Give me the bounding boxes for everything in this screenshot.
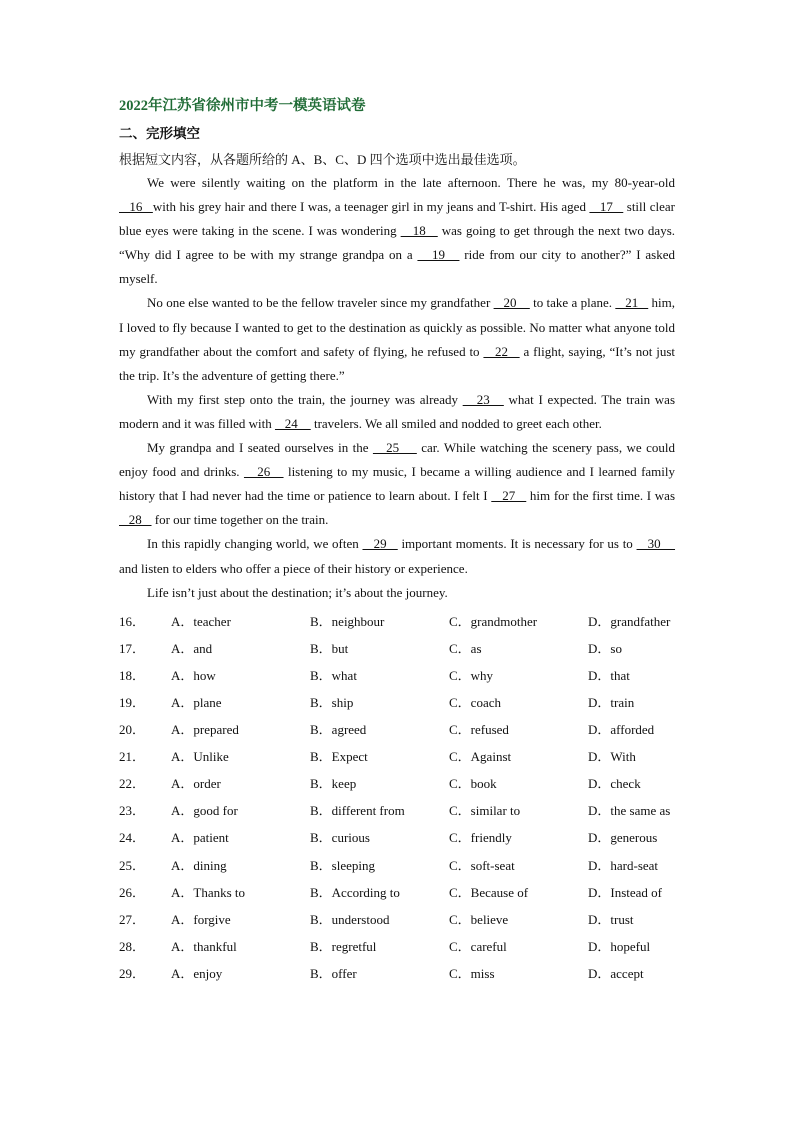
question-number: 22． xyxy=(119,776,146,792)
question-number: 16． xyxy=(119,613,146,629)
passage-text: a flight, saying, “It’s not just the trip. It’s the adventure of getting there.” xyxy=(119,343,675,383)
option-b: B．what xyxy=(310,667,357,683)
answer-blank: 20 xyxy=(493,295,530,311)
passage-text: was going to get through the next two days. “Why did I agree to be with my strange grandpa on a xyxy=(119,223,675,263)
option-c: C．refused xyxy=(449,722,509,738)
passage-text: him, I loved to fly because I wanted to get to the destination as quickly as possible. No matter what anyone told my grandfather about the comfort and safety of flying, he refused to xyxy=(119,295,676,359)
option-a: A．Thanks to xyxy=(171,884,246,900)
passage-text: important moments. It is necessary for us to xyxy=(397,536,637,552)
answer-blank: 27 xyxy=(491,488,527,504)
question-row xyxy=(119,634,675,661)
passage xyxy=(119,171,675,605)
answer-blank: 23 xyxy=(462,391,504,407)
option-b: B．agreed xyxy=(310,722,367,738)
option-d: D．hopeful xyxy=(588,938,651,954)
option-c: C．careful xyxy=(449,938,507,954)
question-number: 25． xyxy=(119,857,146,873)
option-a: A．good for xyxy=(171,803,238,819)
option-c: C．similar to xyxy=(449,803,521,819)
option-a: A．forgive xyxy=(171,911,231,927)
option-b: B．curious xyxy=(310,830,370,846)
answer-blank: 17 xyxy=(589,199,624,215)
option-d: D．generous xyxy=(588,830,658,846)
passage-text: No one else wanted to be the fellow traveler since my grandfather xyxy=(147,295,494,311)
question-number: 19． xyxy=(119,695,146,711)
exam-page xyxy=(119,96,675,986)
passage-text: him for the first time. I was xyxy=(526,488,676,504)
section-heading: 二、完形填空 xyxy=(119,126,200,141)
passage-text: to take a plane. xyxy=(529,295,616,311)
question-number: 18． xyxy=(119,667,146,683)
option-c: C．believe xyxy=(449,911,509,927)
passage-text: In this rapidly changing world, we often xyxy=(147,536,363,552)
option-b: B．ship xyxy=(310,695,354,711)
answer-blank: 29 xyxy=(362,536,398,552)
question-number: 29． xyxy=(119,965,146,981)
passage-text: ride from our city to another?” I asked myself. xyxy=(119,247,676,287)
option-a: A．how xyxy=(171,667,216,683)
option-a: A．prepared xyxy=(171,722,239,738)
option-c: C．friendly xyxy=(449,830,512,846)
question-number: 27． xyxy=(119,911,146,927)
answer-blank: 28 xyxy=(119,512,152,528)
question-number: 21． xyxy=(119,749,146,765)
question-row xyxy=(119,905,675,932)
option-a: A．Unlike xyxy=(171,749,229,765)
option-b: B．keep xyxy=(310,776,357,792)
question-row xyxy=(119,661,675,688)
option-a: A．thankful xyxy=(171,938,237,954)
option-a: A．order xyxy=(171,776,221,792)
option-d: D．trust xyxy=(588,911,634,927)
answer-blank: 21 xyxy=(615,295,649,311)
option-b: B．sleeping xyxy=(310,857,375,873)
option-b: B．regretful xyxy=(310,938,377,954)
passage-text: car. While watching the scenery pass, we could enjoy food and drinks. xyxy=(119,440,675,480)
passage-text: for our time together on the train. xyxy=(151,512,329,528)
option-c: C．as xyxy=(449,640,482,656)
question-row xyxy=(119,796,675,823)
passage-paragraph xyxy=(119,436,675,532)
option-d: D．With xyxy=(588,749,636,765)
option-d: D．the same as xyxy=(588,803,671,819)
option-b: B．According to xyxy=(310,884,400,900)
question-row xyxy=(119,932,675,959)
answer-blank: 30 xyxy=(636,536,676,552)
option-a: A．enjoy xyxy=(171,965,223,981)
answer-blank: 18 xyxy=(400,223,438,239)
question-row xyxy=(119,715,675,742)
answer-blank: 26 xyxy=(243,464,284,480)
question-row xyxy=(119,769,675,796)
passage-text: listening to my music, I became a willing audience and I learned family history that I had never had the time or patience to learn about. I felt I xyxy=(119,464,676,504)
question-number: 26． xyxy=(119,884,146,900)
passage-paragraph xyxy=(119,291,675,387)
option-d: D．grandfather xyxy=(588,613,671,629)
question-row xyxy=(119,823,675,850)
option-d: D．train xyxy=(588,695,635,711)
question-number: 24． xyxy=(119,830,146,846)
option-d: D．that xyxy=(588,667,630,683)
passage-text: with his grey hair and there I was, a teenager girl in my jeans and T-shirt. His aged xyxy=(152,199,590,215)
question-row xyxy=(119,851,675,878)
question-number: 28． xyxy=(119,938,146,954)
option-c: C．miss xyxy=(449,965,495,981)
passage-paragraph xyxy=(119,388,675,436)
passage-paragraph xyxy=(119,171,675,291)
passage-text: My grandpa and I seated ourselves in the xyxy=(147,440,373,456)
option-d: D．accept xyxy=(588,965,644,981)
option-d: D．so xyxy=(588,640,622,656)
passage-paragraph xyxy=(119,581,675,605)
passage-paragraph xyxy=(119,532,675,580)
question-row xyxy=(119,959,675,986)
option-c: C．grandmother xyxy=(449,613,538,629)
option-b: B．different from xyxy=(310,803,405,819)
options-list xyxy=(119,607,675,986)
option-b: B．offer xyxy=(310,965,357,981)
passage-text: With my first step onto the train, the journey was already xyxy=(147,391,463,407)
option-c: C．why xyxy=(449,667,494,683)
passage-text: Life isn’t just about the destination; it’s about the journey. xyxy=(147,584,448,600)
question-number: 17． xyxy=(119,640,146,656)
question-row xyxy=(119,742,675,769)
option-d: D．hard-seat xyxy=(588,857,659,873)
option-c: C．coach xyxy=(449,695,501,711)
instructions: 根据短文内容，从各题所给的 A、B、C、D 四个选项中选出最佳选项。 xyxy=(119,152,526,167)
option-a: A．teacher xyxy=(171,613,231,629)
answer-blank: 22 xyxy=(483,343,520,359)
answer-blank: 16 xyxy=(119,199,153,215)
passage-text: We were silently waiting on the platform in the late afternoon. There he was, my 80-year-old xyxy=(147,175,675,190)
option-a: A．and xyxy=(171,640,213,656)
question-row xyxy=(119,688,675,715)
option-a: A．patient xyxy=(171,830,229,846)
question-row xyxy=(119,607,675,634)
option-a: A．plane xyxy=(171,695,222,711)
exam-title: 2022年江苏省徐州市中考一模英语试卷 xyxy=(119,98,366,114)
answer-blank: 25 xyxy=(372,440,417,456)
answer-blank: 19 xyxy=(417,247,460,263)
option-c: C．soft-seat xyxy=(449,857,515,873)
passage-text: and listen to elders who offer a piece of their history or experience. xyxy=(119,560,468,576)
option-c: C．Against xyxy=(449,749,512,765)
answer-blank: 24 xyxy=(274,415,311,431)
question-row xyxy=(119,878,675,905)
option-b: B．but xyxy=(310,640,349,656)
passage-text: travelers. We all smiled and nodded to greet each other. xyxy=(310,415,602,431)
passage-text: what I expected. The train was modern and it was filled with xyxy=(119,391,675,431)
option-c: C．book xyxy=(449,776,497,792)
option-b: B．Expect xyxy=(310,749,368,765)
question-number: 20． xyxy=(119,722,146,738)
option-d: D．afforded xyxy=(588,722,655,738)
option-c: C．Because of xyxy=(449,884,529,900)
option-a: A．dining xyxy=(171,857,227,873)
option-b: B．neighbour xyxy=(310,613,385,629)
passage-text: still clear blue eyes were taking in the scene. I was wondering xyxy=(119,199,675,239)
option-d: D．check xyxy=(588,776,641,792)
option-d: D．Instead of xyxy=(588,884,663,900)
question-number: 23． xyxy=(119,803,146,819)
option-b: B．understood xyxy=(310,911,390,927)
